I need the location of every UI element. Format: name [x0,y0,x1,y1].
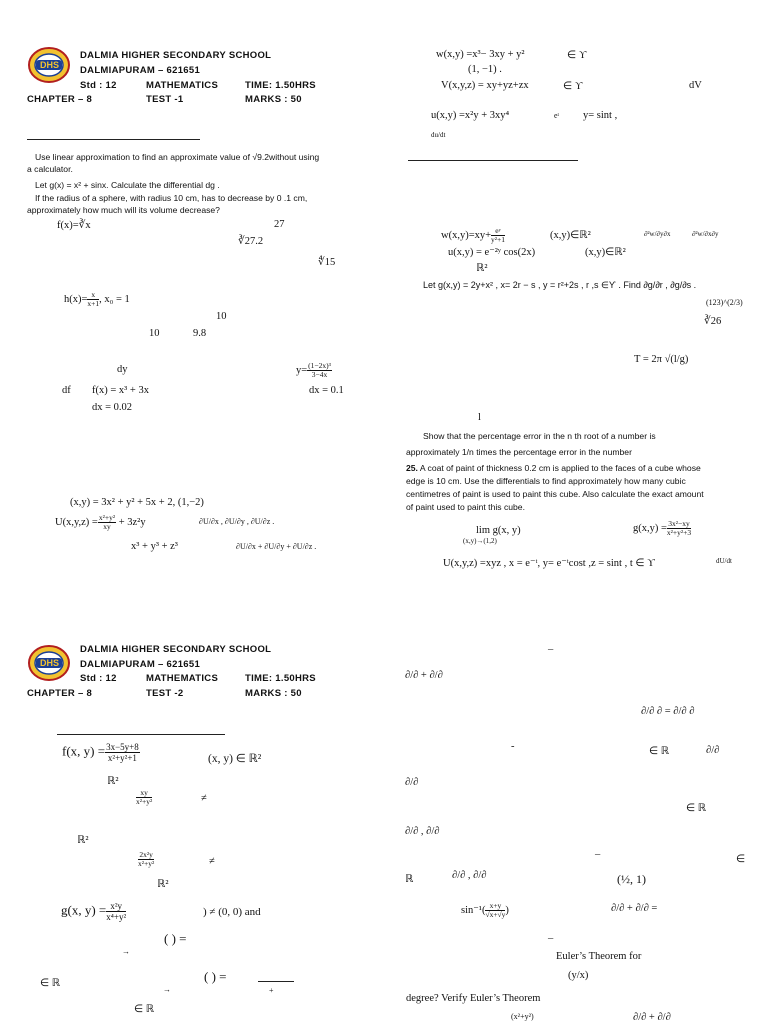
math-dV: dV [689,80,702,91]
math-pd-last: ∂/∂ + ∂/∂ [633,1012,671,1023]
w2-numerator: eʸ [491,227,505,236]
math-9-8: 9.8 [193,328,207,339]
f1-fraction [105,742,140,763]
school-place-2: DALMIAPURAM – 621651 [80,659,201,670]
frac-2x2y [138,851,154,868]
question-sphere: If the radius of a sphere, with radius 10 cm, has to decrease by 0 .1 cm, [35,193,308,203]
math-w1-point: (1, −1) . [468,64,502,75]
math-mixed-eq: ∂/∂ ∂ = ∂/∂ ∂ [641,706,695,717]
chapter-label: CHAPTER – 8 [27,94,93,105]
f1-denominator: x²+y²+1 [107,753,137,763]
school-name: DALMIA HIGHER SECONDARY SCHOOL [80,50,272,61]
math-in-r-a: ∈ ℝ [649,746,670,757]
asin-numerator: x+y [485,902,505,911]
question-25-d: of paint used to paint this cube. [406,502,525,512]
math-paren-eq: ( ) = [164,931,187,946]
math-arrow-1: → [122,947,130,956]
math-in-r: ∈ ℝ [40,978,61,989]
chapter-label-2: CHAPTER – 8 [27,688,93,699]
math-arrow-2: → [163,985,171,994]
math-g-rational [633,520,691,537]
math-paren-eq-2: ( ) = [204,969,227,984]
math-w2 [441,227,505,244]
math-pd-pair-2: ∂/∂ , ∂/∂ [452,870,487,881]
time-label: TIME: 1.50HRS [245,80,316,91]
math-123: (123)^(2/3) [706,298,743,307]
school-place: DALMIAPURAM – 621651 [80,65,201,76]
math-f-cuberoot: f(x)=∛x [57,220,91,231]
g-denominator: x²+y²+3 [666,528,692,537]
math-dx-01: dx = 0.1 [309,385,344,396]
question-percentage: Show that the percentage error in the n th root of a number is [423,431,656,441]
math-cuberoot-27-2: ∛27.2 [238,236,264,247]
question-25-text: A coat of paint of thickness 0.2 cm is applied to the faces of a cube whose [419,463,701,473]
math-pd-1: ∂/∂ [706,745,720,756]
w2-label: w(x,y)=xy+ [441,229,492,241]
std-label: Std : 12 [80,80,117,91]
math-cbrt-26: ∛26 [704,316,722,327]
math-neq: ≠ [201,793,207,804]
divider-line [27,139,200,140]
math-in-r-b: ∈ ℝ [686,803,707,814]
h-label: h(x)= [64,293,88,305]
math-f1-set: (x, y) ∈ ℝ² [208,753,262,765]
school-logo-2 [27,644,71,687]
g1-numerator: x²y [106,901,126,912]
math-root-15: ∜15 [318,257,336,268]
w2-fraction [491,227,505,244]
marks-label: MARKS : 50 [245,94,302,105]
g1-label: g(x, y) = [61,902,107,918]
math-pd-pair: ∂/∂ , ∂/∂ [405,826,440,837]
math-f-cubic: f(x) = x³ + 3x [92,385,149,396]
school-logo [27,46,71,89]
y-label: y= [296,364,308,376]
logo-text-2: DHS [40,658,60,668]
question-sqrt-cont: a calculator. [27,164,73,174]
u-tail: + 3z²y [118,516,146,528]
subject-label-2: MATHEMATICS [146,673,219,684]
math-in-r-2: ∈ ℝ [134,1004,155,1015]
math-mixed-2: ∂²w/∂x∂y [692,230,719,238]
math-u2: u(x,y) = e⁻²ʸ cos(2x) [448,247,536,258]
math-h-function [64,291,130,308]
math-f1 [62,742,140,763]
asin-denominator: √x+√y [485,910,506,919]
math-half-one: (½, 1) [617,872,646,886]
f1-label: f(x, y) = [62,743,106,759]
math-et: eᵗ [554,111,560,120]
math-du-dt: du/dt [431,131,446,139]
g-fraction [667,520,691,537]
math-dash-4: – [548,933,554,944]
math-w1-set: ∈ ϒ [567,50,587,61]
subject-label: MATHEMATICS [146,80,219,91]
math-neq-2: ≠ [209,856,215,867]
math-y-over-x: (y/x) [568,970,589,981]
math-10b: 10 [149,328,160,339]
math-dU-dt: dU/dt [716,557,732,565]
math-l: l [478,412,481,423]
h-fraction [87,291,99,308]
math-r2-c: ℝ² [157,879,169,890]
g1-fraction [106,901,126,922]
math-sum-partials: ∂U/∂x + ∂U/∂y + ∂U/∂z . [236,542,317,551]
frac-2x2y-den: x²+y² [138,858,155,868]
test-label-2: TEST -2 [146,688,184,699]
divider-line-2 [57,734,225,735]
h-numerator: x [87,291,99,300]
math-r2-b: ℝ² [77,835,89,846]
divider-line-right [408,160,578,161]
math-dash-2: - [511,741,515,752]
f1-numerator: 3x−5y+8 [106,742,139,752]
frac-xy-num: xy [136,789,152,798]
lim-tail: g(x, y) [492,525,521,536]
math-limit [476,525,521,536]
y-numerator: (1−2x)³ [308,361,331,370]
math-euler: Euler’s Theorem for [556,951,642,962]
math-dy: dy [117,364,128,375]
math-last-frac: (x²+y²) [511,1012,534,1021]
frac-2x2y-num: 2x²y [139,849,153,859]
math-v1: V(x,y,z) = xy+yz+zx [441,80,529,91]
u-label: U(x,y,z) = [55,516,98,528]
math-u-chain: U(x,y,z) =xyz , x = e⁻ᵗ, y= e⁻ᵗcost ,z = sint , t ∈ ϒ [443,558,655,569]
school-name-2: DALMIA HIGHER SECONDARY SCHOOL [80,644,272,655]
math-elem: ∈ [736,854,746,865]
math-g1-tail: ) ≠ (0, 0) and [203,906,261,918]
logo-text: DHS [40,60,60,70]
y-fraction [307,362,332,379]
question-sqrt: Use linear approximation to find an approximate value of √9.2without using [35,152,320,162]
math-u-xyz [55,514,146,531]
question-euler-degree: degree? Verify Euler’s Theorem [406,993,541,1004]
math-y-fraction [296,362,332,379]
math-pd-sum: ∂/∂ + ∂/∂ = [611,903,658,914]
math-mixed-1: ∂²w/∂y∂x [644,230,671,238]
math-asin: sin⁻¹( $\frac{x+y}{√x+√y}$ ) [461,901,509,919]
asin-label: sin⁻¹ [461,904,482,916]
w2-denominator: y²+1 [491,235,506,244]
question-percentage-cont: approximately 1/n times the percentage error in the number [406,447,632,457]
math-r2: ℝ² [476,263,488,274]
math-10: 10 [216,311,227,322]
u-denominator: xy [103,522,111,531]
math-y-sint: y= sint , [583,110,618,121]
y-denominator: 3−4x [311,370,328,379]
math-dash-1: – [548,644,554,655]
g1-denominator: x⁴+y² [106,912,127,922]
math-df: df [62,385,71,396]
math-dx-002: dx = 0.02 [92,402,133,413]
math-xyz-cubes: x³ + y³ + z³ [131,541,178,552]
marks-label-2: MARKS : 50 [245,688,302,699]
question-25-number: 25. [406,463,418,473]
math-partials: ∂U/∂x , ∂U/∂y , ∂U/∂z . [199,517,275,526]
math-g1 [61,901,126,922]
math-w2-set: (x,y)∈ℝ² [550,230,591,241]
math-dash-3: – [595,849,601,860]
time-label-2: TIME: 1.50HRS [245,673,316,684]
u-fraction [98,514,116,531]
u-numerator: x²+y² [98,513,116,522]
math-u2-set: (x,y)∈ℝ² [585,247,626,258]
math-R: ℝ [405,874,414,885]
math-w1: w(x,y) =x³− 3xy + y² [436,49,525,60]
g-label: g(x,y) = [633,522,667,534]
math-g-chain: Let g(x,y) = 2y+x² , x= 2r − s , y = r²+2s , r ,s ∈ϒ . Find ∂g/∂r , ∂g/∂s . [423,280,697,290]
math-v1-set: ∈ ϒ [563,81,583,92]
math-pd-2: ∂/∂ [405,777,419,788]
std-label-2: Std : 12 [80,673,117,684]
h-x0: , x₀ = 1 [99,293,130,305]
math-r2-a: ℝ² [107,776,119,787]
math-27: 27 [274,219,285,230]
frac-xy [136,789,152,806]
lim-word: lim [476,525,491,536]
frac-xy-den: x²+y² [136,796,153,806]
math-f-xy: (x,y) = 3x² + y² + 5x + 2, (1,−2) [70,497,204,508]
math-partial-plus: ∂/∂ + ∂/∂ [405,670,443,681]
g-numerator: 3x²−xy [668,519,690,528]
math-u1: u(x,y) =x²y + 3xy⁴ [431,110,510,121]
test-label: TEST -1 [146,94,184,105]
question-sphere-cont: approximately how much will its volume decrease? [27,205,220,215]
asin-fraction [485,902,505,919]
question-differential: Let g(x) = x² + sinx. Calculate the differential dg . [35,180,220,190]
math-plus: + [269,986,274,995]
question-25 [406,463,701,474]
math-pendulum: T = 2π √(l/g) [634,354,689,365]
question-25-b: edge is 10 cm. Use the differentials to find approximately how many cubic [406,476,686,486]
h-denominator: x+1 [87,299,100,308]
question-25-c: centimetres of paint is used to paint this cube. Also calculate the exact amount [406,489,704,499]
math-limit-sub: (x,y)→(1,2) [463,537,497,545]
math-frac-2x2y [138,850,154,868]
fraction-bar [258,981,294,982]
math-frac-xy [136,788,152,806]
